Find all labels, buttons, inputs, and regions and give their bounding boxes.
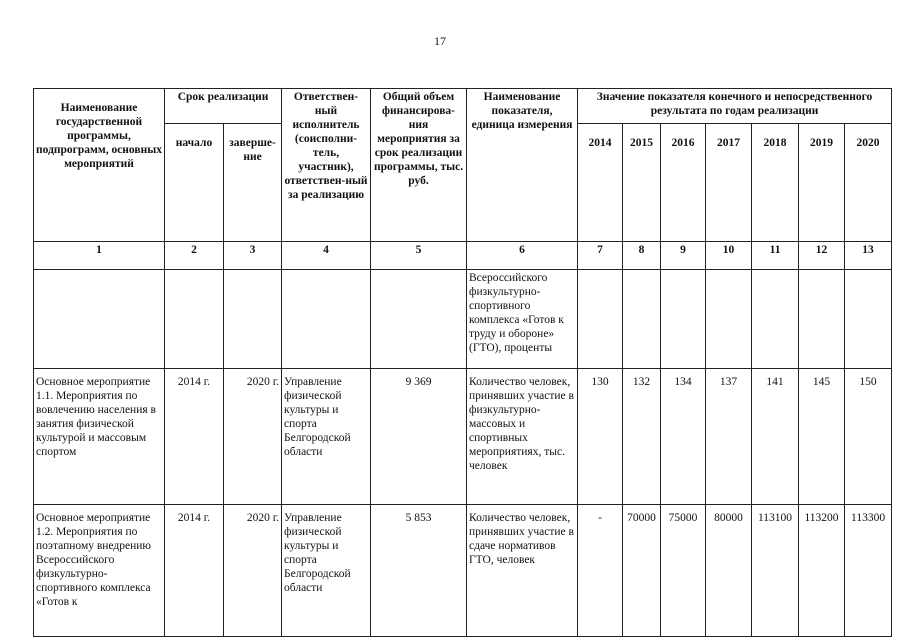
row-value: 80000 [706,505,752,637]
row-start: 2014 г. [165,505,224,637]
row-value [706,270,752,369]
page-number: 17 [434,34,446,48]
header-year: 2019 [799,124,845,242]
header-period: Срок реализации [165,89,282,124]
row-start [165,270,224,369]
row-value: 137 [706,369,752,505]
column-number-row [34,242,892,270]
column-number: 13 [845,242,892,270]
row-value: 150 [845,369,892,505]
column-number: 3 [224,242,282,270]
row-value: 130 [578,369,623,505]
row-name [34,270,165,369]
row-value: 134 [661,369,706,505]
header-start: начало [165,124,224,242]
column-number: 4 [282,242,371,270]
header-row-1 [34,89,892,124]
header-name: Наименование государственной программы, подпрограмм, основных мероприятий [34,89,165,242]
column-number: 5 [371,242,467,270]
row-value: - [578,505,623,637]
row-value [845,270,892,369]
row-end: 2020 г. [224,369,282,505]
row-name: Основное мероприятие 1.1. Мероприятия по вовлечению населения в занятия физической культурой и массовым спортом [34,369,165,505]
row-value: 75000 [661,505,706,637]
header-executor: Ответствен-ный исполнитель (соисполни-тель, участник), ответствен-ный за реализацию [282,89,371,242]
row-executor [282,270,371,369]
column-number: 2 [165,242,224,270]
row-value [623,270,661,369]
header-year: 2016 [661,124,706,242]
row-indicator: Всероссийского физкультурно-спортивного комплекса «Готов к труду и обороне» (ГТО), проценты [467,270,578,369]
row-value [578,270,623,369]
table-row [34,505,892,637]
column-number: 7 [578,242,623,270]
column-number: 9 [661,242,706,270]
header-year: 2014 [578,124,623,242]
row-end: 2020 г. [224,505,282,637]
header-year: 2018 [752,124,799,242]
row-executor: Управление физической культуры и спорта Белгородской области [282,505,371,637]
row-value [799,270,845,369]
column-number: 11 [752,242,799,270]
row-value: 145 [799,369,845,505]
column-number: 6 [467,242,578,270]
row-value: 113200 [799,505,845,637]
header-funding: Общий объем финансирова-ния мероприятия за срок реализации программы, тыс. руб. [371,89,467,242]
row-name: Основное мероприятие 1.2. Мероприятия по поэтапному внедрению Всероссийского физкультурно-спортивного комплекса «Готов к [34,505,165,637]
row-funding: 5 853 [371,505,467,637]
row-value: 113100 [752,505,799,637]
column-number: 10 [706,242,752,270]
column-number: 12 [799,242,845,270]
row-indicator: Количество человек, принявших участие в сдаче нормативов ГТО, человек [467,505,578,637]
row-indicator: Количество человек, принявших участие в физкультурно-массовых и спортивных мероприятиях, тыс. человек [467,369,578,505]
row-value: 70000 [623,505,661,637]
row-executor: Управление физической культуры и спорта Белгородской области [282,369,371,505]
row-end [224,270,282,369]
table-row [34,369,892,505]
program-table [33,88,892,637]
header-year: 2017 [706,124,752,242]
column-number: 1 [34,242,165,270]
table-row [34,270,892,369]
row-value: 132 [623,369,661,505]
row-value [661,270,706,369]
row-value [752,270,799,369]
row-value: 141 [752,369,799,505]
row-value: 113300 [845,505,892,637]
header-year: 2015 [623,124,661,242]
header-indicator: Наименование показателя, единица измерения [467,89,578,242]
column-number: 8 [623,242,661,270]
row-start: 2014 г. [165,369,224,505]
header-end: заверше-ние [224,124,282,242]
header-values-group: Значение показателя конечного и непосредственного результата по годам реализации [578,89,892,124]
row-funding [371,270,467,369]
row-funding: 9 369 [371,369,467,505]
header-year: 2020 [845,124,892,242]
